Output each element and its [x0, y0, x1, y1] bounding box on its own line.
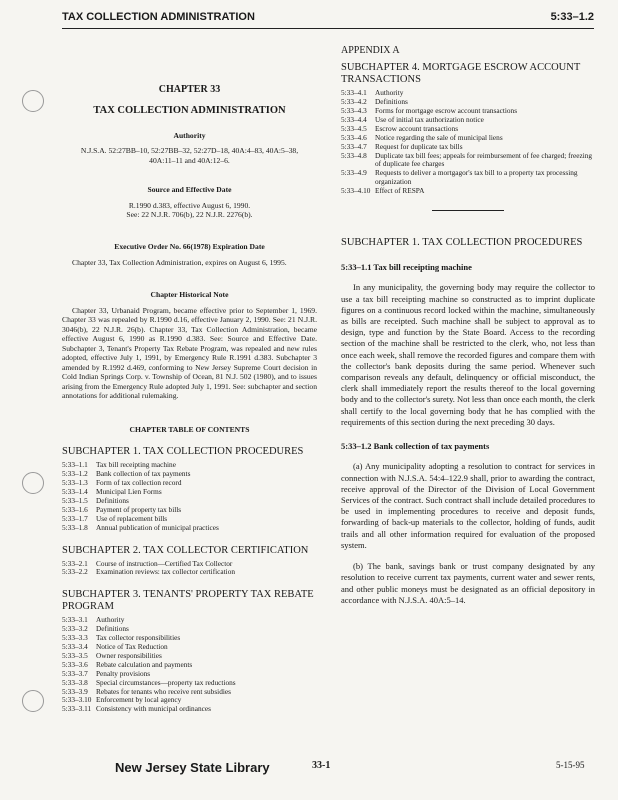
section-1-1-heading: 5:33–1.1 Tax bill receipting machine [341, 262, 472, 273]
section-number: 5:33–4.4 [341, 114, 367, 124]
subchapter-3-list [62, 616, 317, 714]
section-number: 5:33–1.7 [62, 513, 88, 523]
toc-entry [341, 187, 595, 196]
section-title: Examination reviews: tax collector certification [96, 567, 235, 577]
appendix-label: APPENDIX A [341, 45, 400, 56]
section-number: 5:33–3.5 [62, 651, 88, 661]
section-title: Definitions [96, 495, 129, 505]
section-title: Use of initial tax authorization notice [375, 114, 484, 124]
binder-hole-bottom [22, 690, 44, 712]
section-number: 5:33–4.5 [341, 123, 367, 133]
section-title: Payment of property tax bills [96, 504, 182, 514]
section-number: 5:33–1.1 [62, 460, 88, 470]
historical-note-text: Chapter 33, Urbanaid Program, became effective prior to September 1, 1969. Chapter 33 was repealed by R.1990 d.16, effective January 2, 1990. See: 21 N.J.R. 3046(b), 22 N.J.R. 26(b). Chapter 33, Tax Collection Administration, became effective August 6, 1990 as R.1990 d.383. See: Source and Effective Date. Subchapter 3, Tenant's Property Tax Rebate Program, was repealed and new rules adopted, effective July 1, 1991, by Emergency Rule R.1991 d.383. Subchapter 3 amended by R.1992 d.469, conforming to New Jersey Supreme Court decision in Cold Indian Springs Corp. v. Township of Ocean, 81 N.J. 502 (1980), and to issues arising from the Emergency Rule adopted July 1, 1991. See: subchapter and section annotations for additional rulemaking. [62, 305, 317, 401]
section-title: Form of tax collection record [96, 478, 182, 488]
section-number: 5:33–3.7 [62, 668, 88, 678]
section-1-2-paragraph-b: (b) The bank, savings bank or trust company designated by any resolution to receive current tax payments, current water and sewer rents, and other public moneys must be designated as an official depository in accordance with N.J.S.A. 40A:5–14. [341, 561, 595, 605]
toc-heading: CHAPTER TABLE OF CONTENTS [129, 424, 250, 434]
exec-order-heading: Executive Order No. 66(1978) Expiration Date [114, 241, 265, 251]
section-number: 5:33–3.6 [62, 659, 88, 669]
section-number: 5:33–4.6 [341, 132, 367, 142]
toc-entry [341, 169, 595, 187]
section-title: Notice regarding the sale of municipal liens [375, 132, 503, 142]
section-number: 5:33–4.9 [341, 168, 367, 178]
section-title: Penalty provisions [96, 668, 151, 678]
exec-order-text: Chapter 33, Tax Collection Administration, expires on August 6, 1995. [72, 258, 287, 268]
section-number: 5:33–2.1 [62, 558, 88, 568]
section-number: 5:33–4.3 [341, 106, 367, 116]
section-title: Definitions [96, 624, 129, 634]
source-text-2: See: 22 N.J.R. 706(b), 22 N.J.R. 2276(b). [126, 210, 253, 220]
library-stamp: New Jersey State Library [115, 760, 270, 775]
section-number: 5:33–4.10 [341, 186, 371, 196]
subchapter-3-heading: SUBCHAPTER 3. TENANTS' PROPERTY TAX REBATE PROGRAM [62, 589, 314, 613]
subchapter-1-list [62, 461, 317, 532]
source-text-1: R.1990 d.383, effective August 6, 1990. [128, 200, 251, 210]
toc-entry [62, 705, 317, 714]
section-title: Annual publication of municipal practices [96, 522, 219, 532]
binder-hole-top [22, 90, 44, 112]
section-number: 5:33–1.2 [62, 469, 88, 479]
header-title: TAX COLLECTION ADMINISTRATION [62, 11, 255, 23]
supplement-date: 5-15-95 [556, 760, 585, 770]
section-title: Special circumstances—property tax reductions [96, 677, 236, 687]
section-number: 5:33–3.11 [62, 704, 92, 714]
toc-entry [341, 152, 595, 170]
section-number: 5:33–3.2 [62, 624, 88, 634]
section-title: Rebates for tenants who receive rent subsidies [96, 686, 231, 696]
section-title: Escrow account transactions [375, 123, 459, 133]
section-1-2-paragraph-a: (a) Any municipality adopting a resolution to contract for services in connection with N.J.S.A. 54:4–122.9 shall, prior to awarding the contract, receive approval of the Director of the Division of Local Government Services of the contract. Such contract shall include detailed procedures to be used in implementing procedures to receive and deposit funds, forwarding of back-up materials to the collector, holding of funds, audit trails and all other information required for evaluation of the proposed system. [341, 461, 595, 550]
section-title: Tax bill receipting machine [96, 460, 176, 470]
subchapter-4-list [341, 89, 595, 196]
section-number: 5:33–1.8 [62, 522, 88, 532]
section-title: Request for duplicate tax bills [375, 141, 463, 151]
chapter-title: TAX COLLECTION ADMINISTRATION [93, 104, 286, 116]
right-column [341, 36, 595, 606]
section-number: 5:33–3.4 [62, 642, 88, 652]
section-number: 5:33–1.4 [62, 487, 88, 497]
section-number: 5:33–4.2 [341, 97, 367, 107]
section-number: 5:33–4.8 [341, 150, 367, 160]
historical-note-heading: Chapter Historical Note [150, 289, 229, 299]
section-title: Consistency with municipal ordinances [96, 704, 211, 714]
toc-entry [62, 524, 317, 533]
source-heading: Source and Effective Date [147, 185, 232, 195]
left-column [62, 36, 317, 714]
section-divider [432, 210, 504, 211]
subchapter-2-heading: SUBCHAPTER 2. TAX COLLECTOR CERTIFICATION [62, 544, 309, 556]
toc-entry [62, 568, 317, 577]
section-number: 5:33–3.3 [62, 633, 88, 643]
section-title: Bank collection of tax payments [96, 469, 191, 479]
chapter-number: CHAPTER 33 [158, 84, 221, 95]
section-number: 5:33–2.2 [62, 567, 88, 577]
subchapter-4-heading: SUBCHAPTER 4. MORTGAGE ESCROW ACCOUNT TRANSACTIONS [341, 62, 581, 86]
section-title: Requests to deliver a mortgagor's tax bill to a property tax processing organization [375, 168, 578, 187]
section-title: Municipal Lien Forms [96, 487, 162, 497]
section-title: Notice of Tax Reduction [96, 642, 168, 652]
page-number: 33-1 [312, 760, 331, 771]
section-number: 5:33–1.5 [62, 495, 88, 505]
section-title: Tax collector responsibilities [96, 633, 181, 643]
section-title: Duplicate tax bill fees; appeals for reimbursement of fee charged; freezing of duplicate fee charges [375, 150, 593, 169]
section-title: Definitions [375, 97, 408, 107]
section-title: Use of replacement bills [96, 513, 168, 523]
section-number: 5:33–1.3 [62, 478, 88, 488]
section-1-1-text: In any municipality, the governing body may require the collector to use a tax bill receipting machine so constructed as to imprint duplicate figures on a continuous record locked within the machine, simultaneously as bills are receipted. Such machine shall be subject to approval as to design, type and function by the State Board. Access to the recording section of the machine shall be restricted to the clerk, who, not less than once each week, shall remove the recorded figures and compare them with the collector's bank deposits during the same period. Whenever such comparison reveals any default, delinquency or official misconduct, the clerk shall immediately report the results thereof to the local governing body and to the collector's surety. Not less than once each month, the clerk shall certify to the local governing body that he has complied with the requirements of this section during the next preceding 30 days. [341, 282, 595, 427]
section-title: Owner responsibilities [96, 651, 162, 661]
section-number: 5:33–3.10 [62, 695, 92, 705]
subchapter-1-title: SUBCHAPTER 1. TAX COLLECTION PROCEDURES [341, 237, 583, 248]
binder-hole-middle [22, 472, 44, 494]
section-1-2-heading: 5:33–1.2 Bank collection of tax payments [341, 441, 490, 452]
authority-heading: Authority [173, 130, 206, 140]
running-header [62, 8, 594, 29]
section-title: Effect of RESPA [375, 186, 425, 196]
authority-text: N.J.S.A. 52:27BB–10, 52:27BB–32, 52:27D–18, 40A:4–83, 40A:5–38, 40A:11–11 and 40A:12–6. [80, 146, 299, 165]
section-number: 5:33–4.7 [341, 141, 367, 151]
section-number: 5:33–3.9 [62, 686, 88, 696]
section-number: 5:33–1.6 [62, 504, 88, 514]
section-number: 5:33–4.1 [341, 88, 367, 98]
section-number: 5:33–3.8 [62, 677, 88, 687]
section-title: Authority [96, 615, 125, 625]
section-number: 5:33–3.1 [62, 615, 88, 625]
section-title: Rebate calculation and payments [96, 659, 193, 669]
header-section-number: 5:33–1.2 [550, 11, 594, 23]
section-title: Course of instruction—Certified Tax Collector [96, 558, 233, 568]
section-title: Forms for mortgage escrow account transactions [375, 106, 518, 116]
section-title: Authority [375, 88, 404, 98]
subchapter-2-list [62, 560, 317, 578]
section-title: Enforcement by local agency [96, 695, 182, 705]
subchapter-1-heading: SUBCHAPTER 1. TAX COLLECTION PROCEDURES [62, 446, 304, 458]
